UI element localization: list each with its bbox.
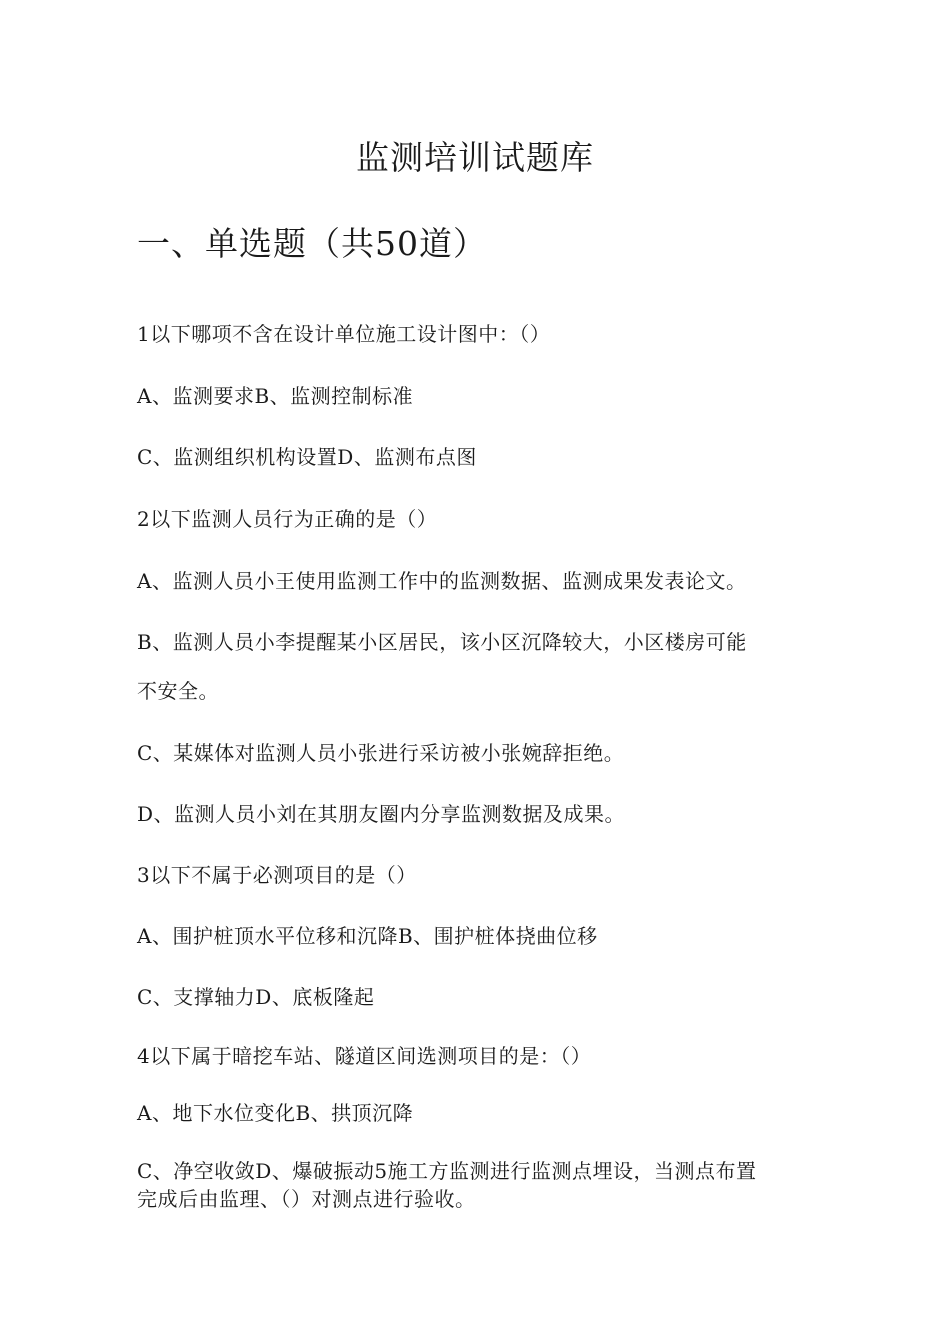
question-2-option-c: C、某媒体对监测人员小张进行采访被小张婉辞拒绝。 [137, 741, 625, 765]
question-4-options-ab: A、地下水位变化B、拱顶沉降 [137, 1101, 414, 1125]
question-3-text: 3以下不属于必测项目的是（） [137, 863, 417, 887]
question-5-text: 完成后由监理、（）对测点进行验收。 [137, 1187, 476, 1211]
question-2-option-d: D、监测人员小刘在其朋友圈内分享监测数据及成果。 [137, 802, 626, 826]
question-3-options-cd: C、支撑轴力D、底板隆起 [137, 985, 375, 1009]
question-4-text: 4以下属于暗挖车站、隧道区间选测项目的是：（） [137, 1044, 592, 1068]
document-title: 监测培训试题库 [356, 138, 594, 177]
question-1-text: 1以下哪项不含在设计单位施工设计图中：（） [137, 322, 551, 346]
question-1-options-ab: A、监测要求B、监测控制标准 [137, 384, 414, 408]
question-1-options-cd: C、监测组织机构设置D、监测布点图 [137, 445, 477, 469]
question-4-options-cd: C、净空收敛D、爆破振动5施工方监测进行监测点埋设，当测点布置 [137, 1159, 757, 1183]
question-3-options-ab: A、围护桩顶水平位移和沉降B、围护桩体挠曲位移 [137, 924, 598, 948]
question-2-text: 2以下监测人员行为正确的是（） [137, 507, 438, 531]
question-2-option-b-cont: 不安全。 [137, 679, 219, 703]
section-heading: 一、单选题（共50道） [137, 224, 487, 263]
question-2-option-b: B、监测人员小李提醒某小区居民，该小区沉降较大，小区楼房可能 [137, 630, 747, 654]
question-2-option-a: A、监测人员小王使用监测工作中的监测数据、监测成果发表论文。 [137, 569, 747, 593]
